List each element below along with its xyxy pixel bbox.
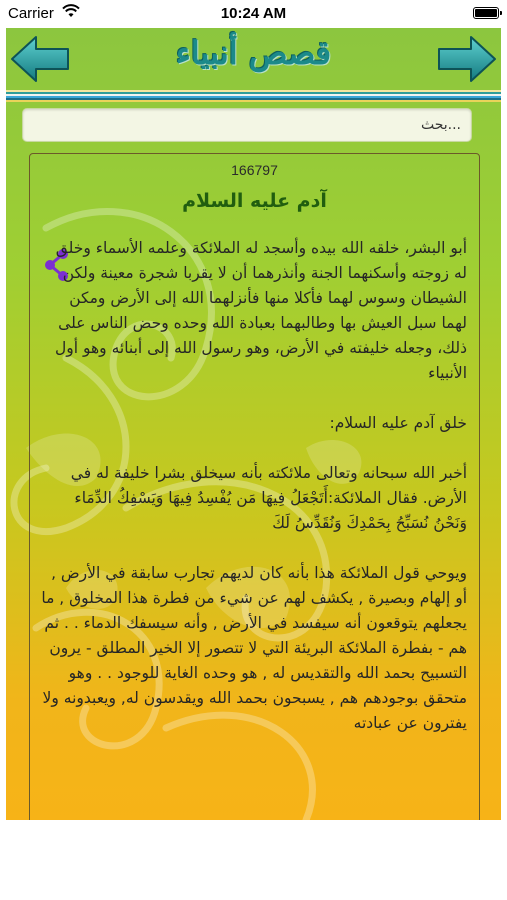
- carrier-label: Carrier: [8, 5, 54, 22]
- app-screen: [6, 28, 501, 820]
- arrow-left-icon[interactable]: [10, 35, 70, 83]
- search-field[interactable]: [22, 108, 472, 142]
- view-count: 166797: [231, 162, 278, 178]
- clock: 10:24 AM: [220, 5, 287, 22]
- battery-icon: [473, 7, 499, 19]
- status-bar: [0, 0, 507, 28]
- app-title: قصص أنبياء: [175, 34, 332, 72]
- story-panel: [29, 153, 480, 820]
- header-divider: [6, 90, 501, 102]
- story-title: آدم عليه السلام: [182, 190, 327, 212]
- arrow-right-icon[interactable]: [437, 35, 497, 83]
- app-header: [6, 28, 501, 90]
- search-input[interactable]: [23, 109, 471, 141]
- story-body: أبو البشر، خلقه الله بيده وأسجد له الملائكة وعلمه الأسماء وخلق له زوجته وأسكنهما الجنة وأنذرهما أن لا يقربا شجرة معينة ولكن الشيطان وسوس لهما فأكلا منها فأنزلهما الله إلى الأرض ومكن لهما سبل العيش بها وطالبهما بعبادة الله وحده وحض الناس على ذلك، وجعله خليفته في الأرض، وهو رسول الله إلى أبنائه وهو أول الأنبياء خلق آدم عليه السلام: أخبر الله سبحانه وتعالى ملائكته بأنه سيخلق بشرا خليفة له في الأرض. فقال الملائكة:أَتَجْعَلُ فِيهَا مَن يُفْسِدُ فِيهَا وَيَسْفِكُ الدِّمَاء وَنَحْنُ نُسَبِّحُ بِحَمْدِكَ وَنُقَدِّسُ لَكَ ويوحي قول الملائكة هذا بأنه كان لديهم تجارب سابقة في الأرض , أو إلهام وبصيرة , يكشف لهم عن شيء من فطرة هذا المخلوق , ما يجعلهم يتوقعون أنه سيفسد في الأرض , وأنه سيسفك الدماء . . ثم هم - بفطرة الملائكة البريئة التي لا تتصور إلا الخير المطلق - يرون التسبيح بحمد الله والتقديس له , هو وحده الغاية للوجود . . وهو متحقق بوجودهم هم , يسبحون بحمد الله ويقدسون له, ويعبدونه ولا يفترون عن عبادته: [41, 239, 467, 732]
